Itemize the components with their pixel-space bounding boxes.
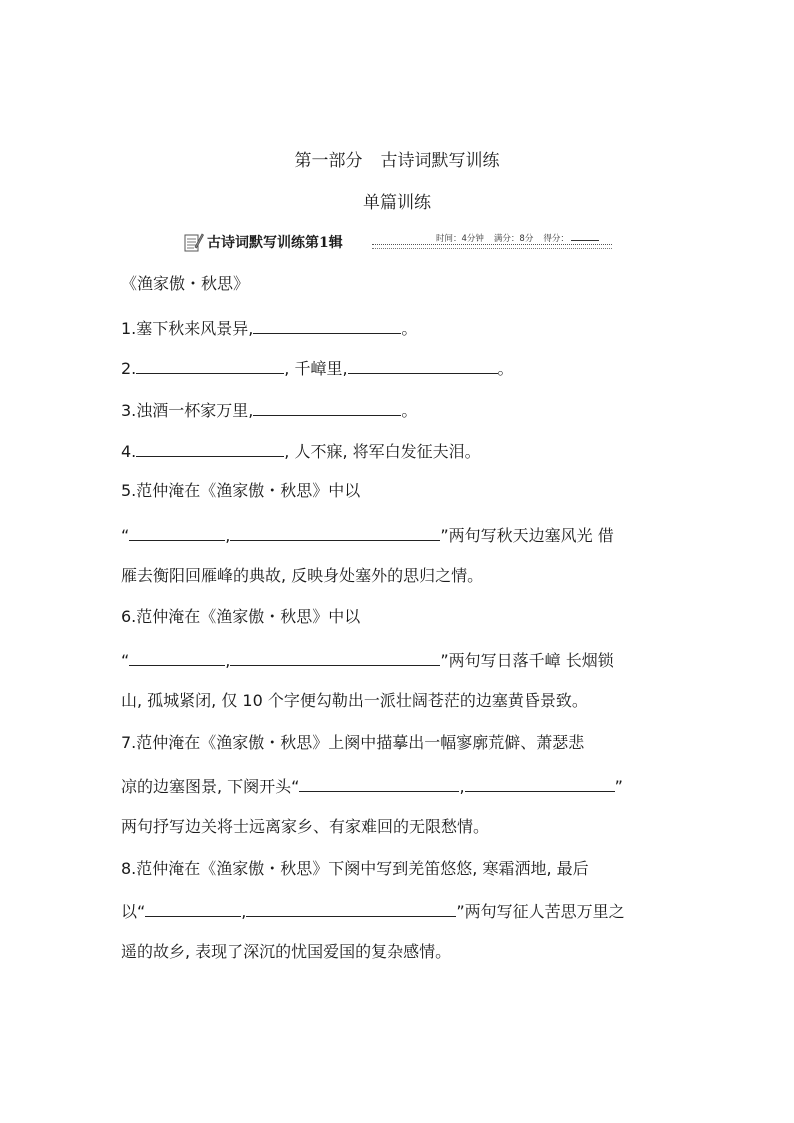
- score-blank[interactable]: [571, 240, 599, 241]
- answer-blank[interactable]: [136, 357, 284, 374]
- answer-blank[interactable]: [129, 649, 225, 666]
- answer-blank[interactable]: [136, 440, 284, 457]
- question-5: 5.范仲淹在《渔家傲・秋思》中以: [121, 481, 361, 500]
- poem-title: 《渔家傲・秋思》: [121, 274, 250, 293]
- page-title: [0, 146, 794, 171]
- section-label: 古诗词默写训练: [380, 151, 500, 171]
- question-7-line-3: 两句抒写边关将士远离家乡、有家难回的无限愁情。: [121, 817, 490, 836]
- question-5-line-2: “ , ”两句写秋天边塞风光 借: [121, 526, 614, 545]
- answer-blank[interactable]: [145, 900, 241, 917]
- answer-blank[interactable]: [129, 524, 225, 541]
- answer-blank[interactable]: [230, 524, 440, 541]
- question-8-line-2: 以“ , ”两句写征人苦思万里之: [121, 902, 625, 921]
- question-6-line-2: “ , ”两句写日落千嶂 长烟锁: [121, 651, 614, 670]
- dotted-divider: [372, 248, 612, 249]
- answer-blank[interactable]: [348, 357, 498, 374]
- answer-blank[interactable]: [465, 775, 615, 792]
- answer-blank[interactable]: [230, 649, 440, 666]
- answer-blank[interactable]: [253, 399, 401, 416]
- exercise-title: 古诗词默写训练第1辑: [207, 235, 343, 251]
- question-6-line-3: 山, 孤城紧闭, 仅 10 个字便勾勒出一派壮阔苍茫的边塞黄昏景致。: [121, 691, 588, 710]
- page-subtitle: 单篇训练: [363, 193, 431, 213]
- question-7-line-2: 凉的边塞图景, 下阕开头“ , ”: [121, 777, 623, 796]
- question-5-line-3: 雁去衡阳回雁峰的典故, 反映身处塞外的思归之情。: [121, 566, 484, 585]
- dotted-divider: [372, 244, 612, 245]
- notebook-pencil-icon: [182, 231, 204, 257]
- answer-blank[interactable]: [253, 317, 401, 334]
- question-2: 2. , 千嶂里, 。: [121, 359, 514, 378]
- question-8-line-3: 遥的故乡, 表现了深沉的忧国爱国的复杂感情。: [121, 942, 452, 961]
- score-label: 得分：: [543, 234, 569, 244]
- question-8: 8.范仲淹在《渔家傲・秋思》下阕中写到羌笛悠悠, 寒霜洒地, 最后: [121, 859, 589, 878]
- question-4: 4. , 人不寐, 将军白发征夫泪。: [121, 442, 481, 461]
- part-label: 第一部分: [294, 151, 363, 171]
- exercise-meta: [436, 232, 609, 244]
- question-6: 6.范仲淹在《渔家傲・秋思》中以: [121, 607, 361, 626]
- time-limit: 时间：4分钟: [436, 234, 484, 244]
- answer-blank[interactable]: [299, 775, 459, 792]
- exercise-banner: [182, 231, 612, 253]
- answer-blank[interactable]: [246, 900, 456, 917]
- question-3: 3.浊酒一杯家万里, 。: [121, 401, 418, 420]
- question-7: 7.范仲淹在《渔家傲・秋思》上阕中描摹出一幅寥廓荒僻、萧瑟悲: [121, 733, 585, 752]
- full-score: 满分：8分: [493, 234, 534, 244]
- question-1: 1.塞下秋来风景异, 。: [121, 319, 418, 338]
